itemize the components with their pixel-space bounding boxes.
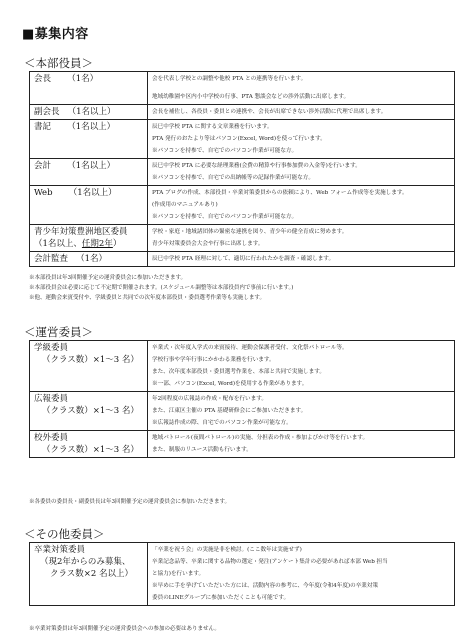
- duty-text: また、制服のリユース活動も行います。: [152, 447, 252, 453]
- duty-text: 辰巳中学校 PTA に必要な経理業務(会費の精算や行事参加費の入金等)を行います。: [152, 163, 361, 169]
- table-row: [30, 392, 455, 431]
- honbu-table: [29, 71, 455, 267]
- duty-text: 卒業式・次年度入学式の来賓接待、運動会保護者受付、文化祭パトロール等。: [152, 345, 348, 351]
- note-text: ※他、運動会来賓受付や、学級委員と共同での次年度本部役員・委員選考作業等も実施します。: [29, 295, 265, 301]
- duty-text: ※パソコンを持参で、自宅でのパソコン作業が可能な方。: [152, 148, 298, 154]
- role-name: 青少年対策豊洲地区委員: [34, 227, 128, 237]
- role-count: （クラス数）×1～3 名）: [42, 445, 139, 455]
- table-row: [30, 72, 455, 105]
- role-count: （1名以上）: [67, 161, 116, 171]
- duty-text: (作成用のマニュアルあり): [152, 202, 218, 208]
- duty-text: 地域パトロール(夜間パトロール)の実施、分担表の作成・参加よびかけ等を行います。: [152, 435, 369, 441]
- duty-text: 辰巳中学校 PTA 経理に対して、適切に行われたかを調査・確認します。: [152, 256, 335, 262]
- role-name: 広報委員: [34, 394, 69, 404]
- table-row: [30, 120, 455, 159]
- note-text: ※卒業対策委員は年3回開催予定の運営委員会への参加の必要はありません。: [29, 626, 220, 632]
- role-count: （1名）: [67, 74, 99, 84]
- role-count: クラス数×2 名以上）: [50, 569, 133, 579]
- note-text: ※本部役員会は必要に応じて不定期で開催されます。(スケジュール調整等は本部役員内で事前に行います。): [29, 285, 294, 291]
- duty-text: 会を代表し学校との調整や他校 PTA との連携等を行います。: [152, 76, 307, 82]
- role-name: 副会長: [34, 107, 60, 117]
- duty-text: 学校・家庭・地域諸団体の緊密な連携を図り、青少年の健全育成に努めます。: [152, 229, 348, 235]
- duty-text: PTA 発行のおたより等はパソコン(Excel, Word)を使って行います。: [152, 136, 326, 142]
- duty-text: 年2回程度の広報誌の作成・配布を行います。: [152, 396, 267, 402]
- note-text: ※本部役員は年3回開催予定の運営委員会に参加いただきます。: [29, 275, 187, 281]
- table-row: [30, 252, 455, 267]
- duty-text: 卒業記念品等、卒業に関する品物の選定・発注(アンケート集計の必要があれば本部 Web 担当: [152, 559, 388, 565]
- role-count: （クラス数）×1～3 名）: [42, 406, 139, 416]
- table-row: [30, 543, 455, 606]
- role-name: 学級委員: [34, 343, 69, 353]
- duty-text: 辰巳中学校 PTA に関する文章業務を行います。: [152, 124, 273, 130]
- table-row: [30, 341, 455, 392]
- table-row: [30, 225, 455, 252]
- duty-text: ※パソコンを持参で、自宅でのパソコン作業が可能な方。: [152, 214, 298, 220]
- role-count: （現2年からのみ募集、: [40, 557, 131, 567]
- section-title-unei: ＜運営委員＞: [24, 325, 93, 339]
- duty-text: ※パソコンを持参で、自宅での出納帳等の記録作業が可能な方。: [152, 175, 314, 181]
- section-title-sonota: ＜その他委員＞: [24, 527, 105, 541]
- role-name: 校外委員: [34, 433, 69, 443]
- role-name: 会計: [34, 161, 52, 171]
- role-name: 会計監査: [34, 254, 69, 264]
- unei-table: [29, 340, 455, 458]
- duty-text: と協力)を行います。: [152, 571, 205, 577]
- duty-text: また、江東区主催の PTA 基礎研修会にご参加いただきます。: [152, 408, 307, 414]
- page-title: ■募集内容: [22, 27, 89, 42]
- table-row: [30, 186, 455, 225]
- role-name: 会長: [34, 74, 52, 84]
- term-underlined: 任期2年: [81, 239, 113, 249]
- duty-text: ※早めに手を挙げていただいた方には、活動内容の参考に、今年度(令和4年度)の卒業対策: [152, 583, 379, 589]
- duty-text: PTA ブログの作成、本部役員・卒業対策委員からの依頼により、Web フォーム作成等を実施します。: [152, 190, 408, 196]
- duty-text: 会長を補佐し、各役員・委員との連携や、会長が出席できない渉外活動に代理で出席します。: [152, 109, 387, 115]
- role-count: （1名以上）: [67, 122, 116, 132]
- note-text: ※各委員の委員長・副委員長は年3回開催予定の運営委員会に参加いただきます。: [29, 499, 231, 505]
- duty-text: 委員のLINEグループに参加いただくことも可能です。: [152, 595, 290, 601]
- duty-text: ※広報誌作成の際、自宅でのパソコン作業が可能な方。: [152, 420, 292, 426]
- role-count: （1名）: [76, 254, 108, 264]
- sonota-table: [29, 542, 455, 606]
- duty-text: 学校行事や学年行事にかかわる業務を行います。: [152, 357, 275, 363]
- table-row: [30, 431, 455, 458]
- role-count: （1名以上）: [67, 107, 116, 117]
- section-title-honbu: ＜本部役員＞: [24, 56, 93, 70]
- duty-text: また、次年度本部役員・委員選考作業を、本部と共同で実施します。: [152, 369, 325, 375]
- duty-text: 「卒業を祝う会」の実施是非を検討。(ここ数年は実施せず): [152, 547, 302, 553]
- table-row: [30, 159, 455, 186]
- table-row: [30, 105, 455, 120]
- role-count: （1名以上、任期2年）: [34, 239, 122, 249]
- role-count: （1名以上）: [68, 188, 117, 198]
- role-name: Web: [34, 188, 53, 198]
- duty-text: 青少年対策委員会大会や行事に出席します。: [152, 241, 264, 247]
- role-count: （クラス数）×1～3 名）: [42, 355, 139, 365]
- duty-text: ※一部、パソコン(Excel, Word)を使用する作業があります。: [152, 381, 308, 387]
- role-name: 卒業対策委員: [34, 545, 86, 555]
- duty-text: 地域幼稚園や区内小中学校の行事、PTA 懇談会などの渉外活動に出席します。: [152, 94, 350, 100]
- role-name: 書記: [34, 122, 52, 132]
